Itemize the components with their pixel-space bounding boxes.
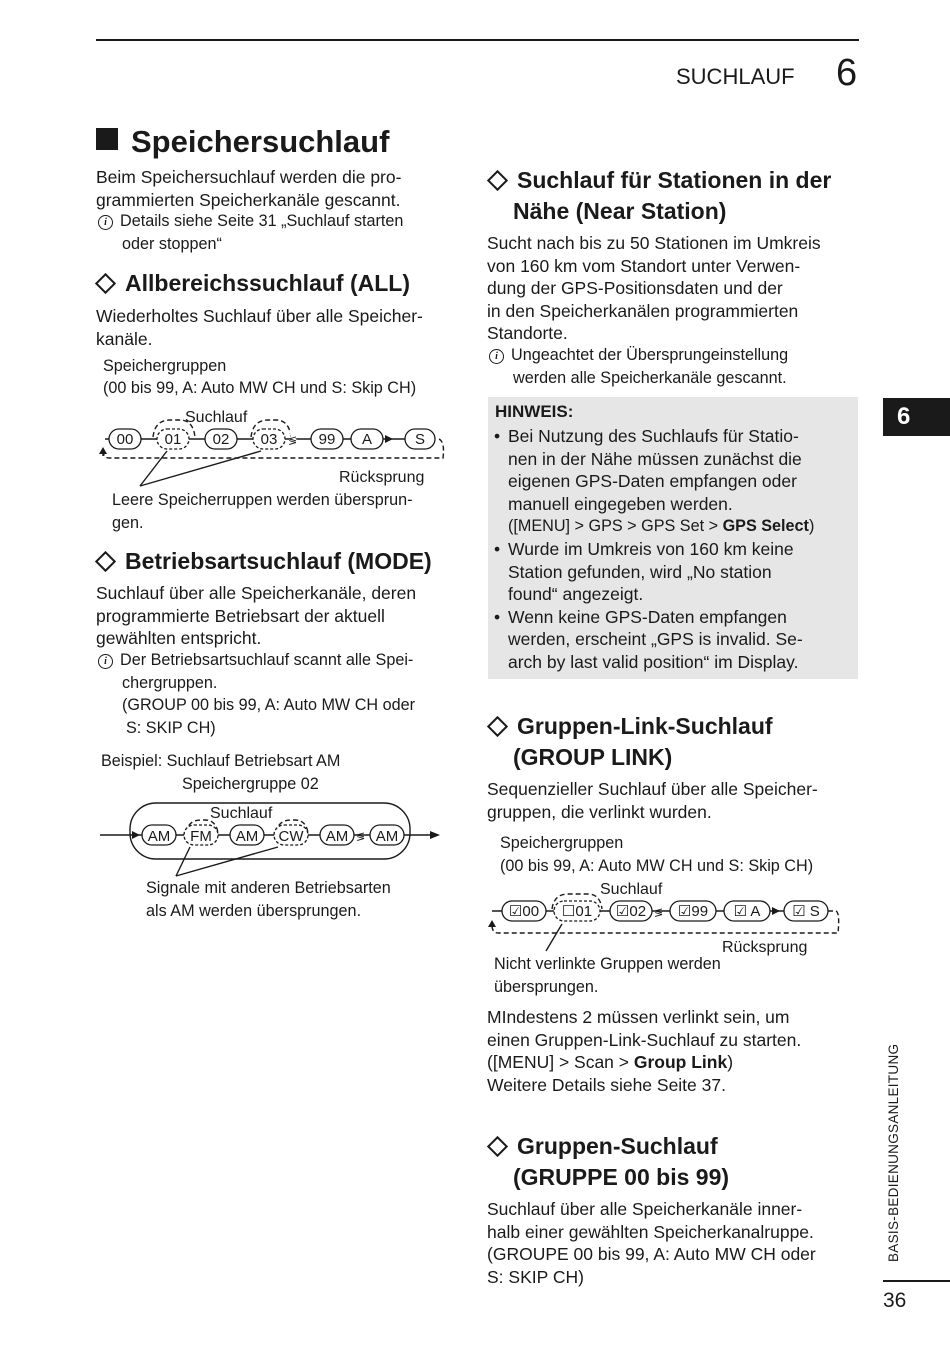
all-ch-1: 01 (164, 431, 182, 448)
near-info: i Ungeachtet der Übersprungeinstellung werden alle Speicherkanäle gescannt. (489, 344, 788, 389)
all-scan-label: Suchlauf (185, 409, 248, 426)
mode-scan-diagram (100, 800, 450, 880)
near-title: Suchlauf für Stationen in der Nähe (Near Station) (486, 165, 831, 227)
diamond-icon (95, 273, 116, 294)
link-ch-2: ☑02 (615, 903, 647, 920)
section-intro: Beim Speichersuchlauf werden die pro- grammierten Speicherkanäle gescannt. (96, 167, 402, 210)
mode-3: CW (278, 828, 304, 845)
all-caption: Leere Speicherruppen werden übersprun- gen. (112, 491, 413, 532)
note-bullet-3: • Wenn keine GPS-Daten empfangen werden, erscheint „GPS is invalid. Se- arch by last valid position“ im Display. (488, 606, 853, 674)
section-info: i Details siehe Seite 31 „Suchlauf starten oder stoppen“ (98, 210, 403, 255)
link-groups-range: (00 bis 99, A: Auto MW CH und S: Skip CH) (500, 857, 814, 875)
mode-1: FM (190, 828, 212, 845)
link-ch-0: ☑00 (508, 903, 540, 920)
svg-text:≶: ≶ (288, 435, 298, 447)
link-ch-3: ☑99 (677, 903, 709, 920)
group-title: Gruppen-Suchlauf (GRUPPE 00 bis 99) (486, 1131, 729, 1193)
note-bullet-2: • Wurde im Umkreis von 160 km keine Station gefunden, wird „No station found“ angezeigt. (488, 538, 853, 606)
mode-scan-label: Suchlauf (210, 805, 273, 822)
link-text: Sequenzieller Suchlauf über alle Speicher- gruppen, die verlinkt wurden. (487, 779, 818, 822)
section-title: Speichersuchlauf (96, 124, 389, 160)
header-rule (96, 39, 859, 41)
chapter-number: 6 (836, 52, 858, 94)
link-return-label: Rücksprung (722, 939, 808, 956)
diamond-icon (95, 551, 116, 572)
link-ch-4: ☑ A (733, 903, 761, 920)
info-icon: i (98, 654, 113, 669)
info-icon: i (98, 215, 113, 230)
all-text: Wiederholtes Suchlauf über alle Speicher- kanäle. (96, 306, 423, 349)
link-title: Gruppen-Link-Suchlauf (GROUP LINK) (486, 711, 773, 773)
link-scan-label: Suchlauf (600, 881, 663, 898)
mode-caption: Signale mit anderen Betriebsarten als AM werden übersprungen. (146, 879, 391, 920)
note-bullet-1: • Bei Nutzung des Suchlaufs für Statio- nen in der Nähe müssen zunächst die eigenen GPS-Daten empfangen oder manuell eingegeben werden. ([MENU] > GPS > GPS Set > GPS Select) (488, 425, 853, 538)
mode-title: Betriebsartsuchlauf (MODE) (94, 546, 432, 577)
all-title: Allbereichssuchlauf (ALL) (94, 268, 410, 299)
page-rule (883, 1280, 950, 1282)
all-return-label: Rücksprung (339, 469, 425, 486)
group-text: Suchlauf über alle Speicherkanäle inner- halb einer gewählten Speicherkanalruppe. (GROUPE 00 bis 99, A: Auto MW CH oder S: SKIP CH) (487, 1199, 816, 1287)
diamond-icon (487, 170, 508, 191)
link-caption: Nicht verlinkte Gruppen werden übersprungen. (494, 955, 721, 996)
all-scan-diagram (95, 400, 455, 490)
manual-name-vertical: BASIS-BEDIENUNGSANLEITUNG (886, 1043, 901, 1262)
page-number: 36 (883, 1289, 907, 1312)
square-bullet-icon (96, 128, 118, 150)
all-ch-6: S (414, 431, 426, 448)
mode-info: i Der Betriebsartsuchlauf scannt alle Spei- chergruppen. (GROUP 00 bis 99, A: Auto MW CH oder S: SKIP CH) (98, 649, 415, 739)
note-box (488, 397, 858, 679)
mode-2: AM (235, 828, 259, 845)
all-ch-5: A (361, 431, 373, 448)
all-ch-3: 03 (260, 431, 278, 448)
chapter-tab (883, 398, 950, 436)
link-ch-5: ☑ S (792, 903, 820, 920)
svg-text:≶: ≶ (356, 831, 366, 843)
near-text: Sucht nach bis zu 50 Stationen im Umkreis von 160 km vom Standort unter Verwen- dung der GPS-Positionsdaten und der in den Speicherkanälen programmierten Standorte. (487, 233, 821, 344)
mode-example: Beispiel: Suchlauf Betriebsart AM Speichergruppe 02 (101, 752, 341, 793)
all-ch-4: 99 (318, 431, 336, 448)
mode-5: AM (375, 828, 399, 845)
mode-text: Suchlauf über alle Speicherkanäle, deren programmierte Betriebsart der aktuell gewählten entspricht. (96, 583, 417, 649)
chapter-title: SUCHLAUF (676, 64, 795, 89)
all-groups-label: Speichergruppen (103, 357, 227, 375)
link-groups-label: Speichergruppen (500, 834, 624, 852)
chapter-tab-label: 6 (897, 403, 911, 430)
link-ch-1: ☐01 (561, 903, 593, 920)
all-ch-2: 02 (212, 431, 230, 448)
mode-0: AM (147, 828, 171, 845)
mode-4: AM (325, 828, 349, 845)
all-ch-0: 00 (116, 431, 134, 448)
return-arrowhead-icon (99, 447, 107, 454)
all-groups-range: (00 bis 99, A: Auto MW CH und S: Skip CH) (103, 379, 417, 397)
note-title: HINWEIS: (495, 402, 574, 421)
diamond-icon (487, 1136, 508, 1157)
arrow-right-icon (385, 435, 393, 443)
link-after: MIndestens 2 müssen verlinkt sein, um einen Gruppen-Link-Suchlauf zu starten. ([MENU] > Scan > Group Link) Weitere Details siehe Seite 37. (487, 1007, 802, 1095)
info-icon: i (489, 349, 504, 364)
svg-text:≶: ≶ (654, 907, 664, 919)
diamond-icon (487, 716, 508, 737)
